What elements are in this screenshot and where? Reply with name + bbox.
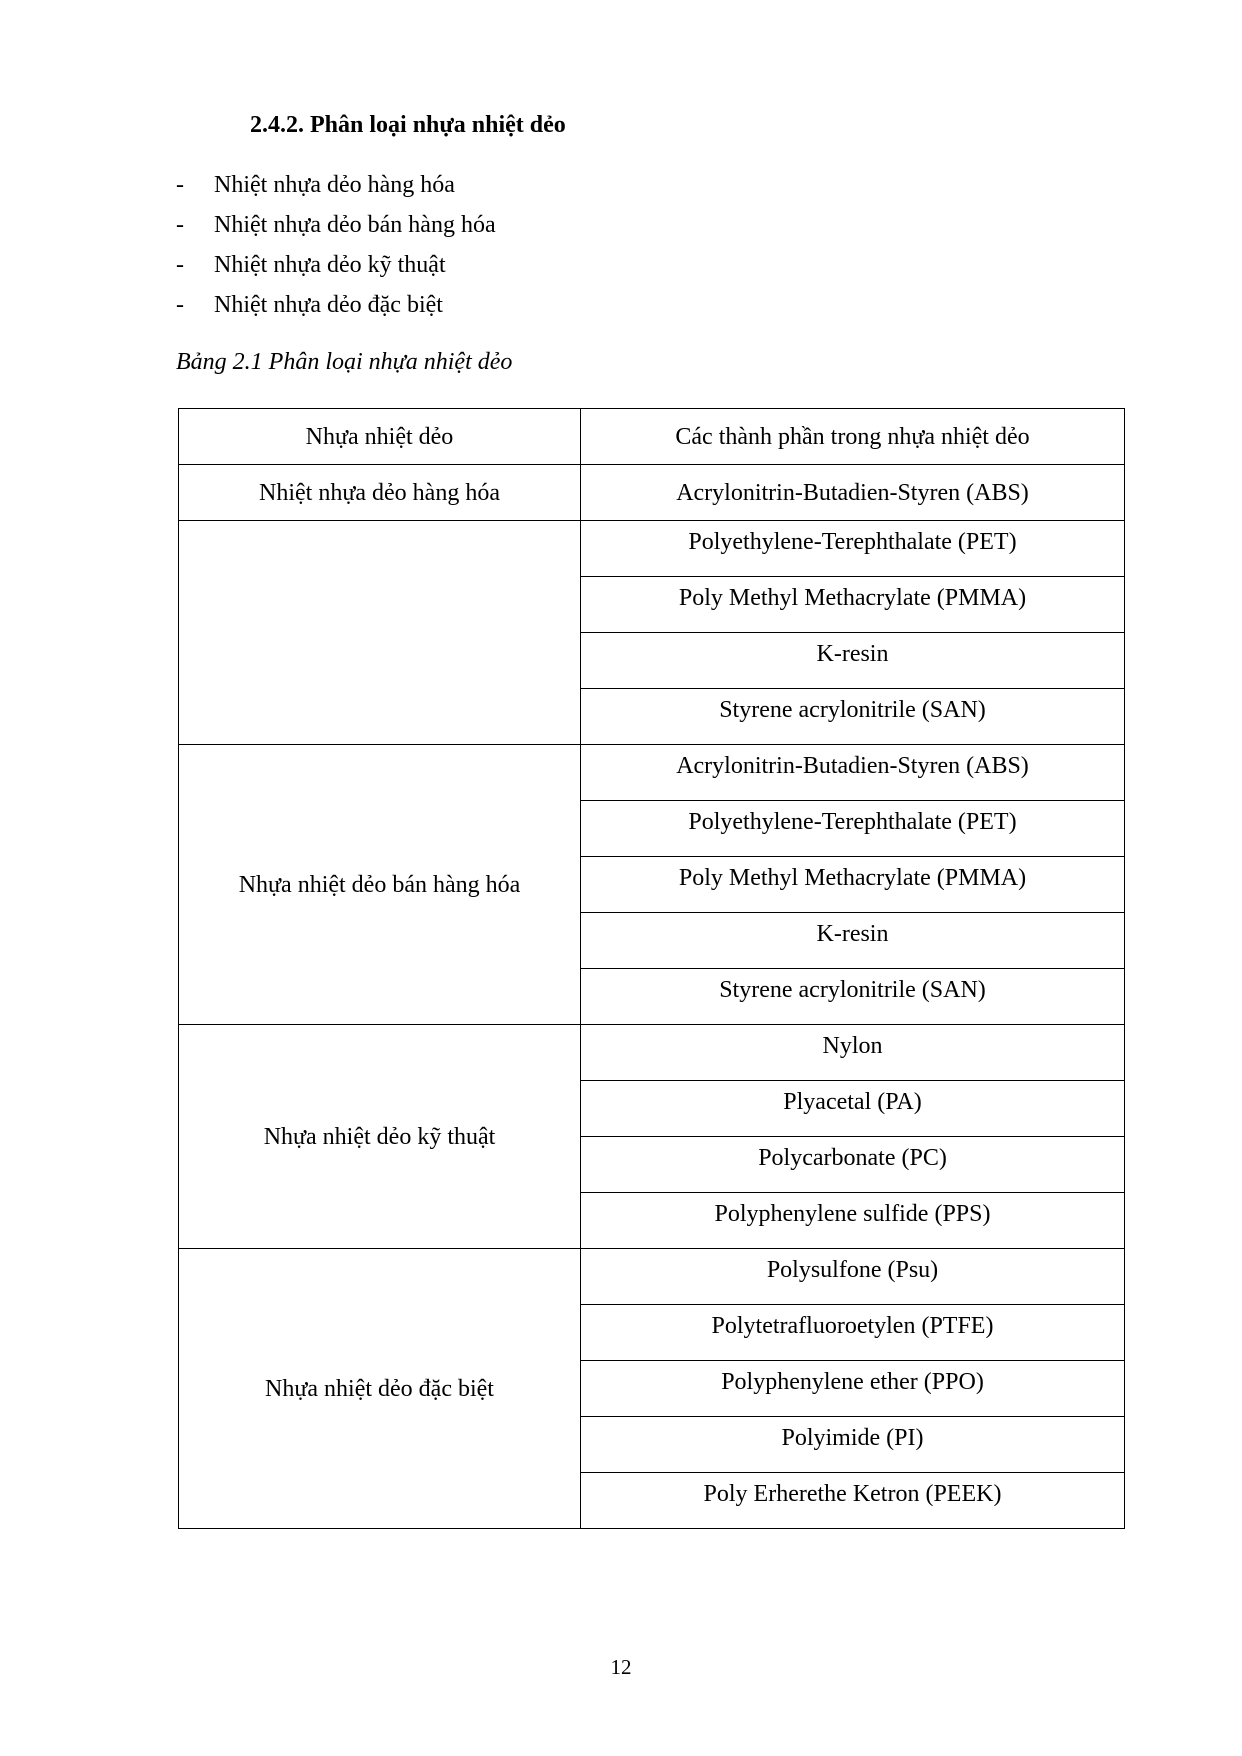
bullet-marker: - — [176, 252, 184, 278]
list-item — [176, 248, 496, 288]
table-header-row — [179, 409, 1125, 465]
list-item-text: Nhiệt nhựa dẻo kỹ thuật — [214, 252, 446, 278]
component-cell: Acrylonitrin-Butadien-Styren (ABS) — [581, 745, 1125, 801]
component-cell: Poly Methyl Methacrylate (PMMA) — [581, 577, 1125, 633]
list-item-text: Nhiệt nhựa dẻo đặc biệt — [214, 292, 443, 318]
header-cell-components: Các thành phần trong nhựa nhiệt dẻo — [581, 409, 1125, 465]
bullet-marker: - — [176, 292, 184, 318]
page-number: 12 — [610, 1655, 632, 1679]
classification-table — [178, 408, 1125, 1529]
component-cell: Styrene acrylonitrile (SAN) — [581, 969, 1125, 1025]
table-row — [179, 1025, 1125, 1081]
component-cell: Polysulfone (Psu) — [581, 1249, 1125, 1305]
list-item-text: Nhiệt nhựa dẻo hàng hóa — [214, 172, 455, 198]
component-cell: Poly Methyl Methacrylate (PMMA) — [581, 857, 1125, 913]
component-cell: Styrene acrylonitrile (SAN) — [581, 689, 1125, 745]
group-cell: Nhiệt nhựa dẻo hàng hóa — [179, 465, 581, 521]
table-row — [179, 465, 1125, 521]
list-item-text: Nhiệt nhựa dẻo bán hàng hóa — [214, 212, 496, 238]
bullet-list — [176, 168, 496, 328]
table-row — [179, 1249, 1125, 1305]
bullet-marker: - — [176, 212, 184, 238]
component-cell: K-resin — [581, 913, 1125, 969]
group-cell: Nhựa nhiệt dẻo bán hàng hóa — [179, 745, 581, 1025]
component-cell: Polyphenylene sulfide (PPS) — [581, 1193, 1125, 1249]
component-cell: Plyacetal (PA) — [581, 1081, 1125, 1137]
list-item — [176, 288, 496, 328]
list-item — [176, 168, 496, 208]
component-cell: Polyethylene-Terephthalate (PET) — [581, 801, 1125, 857]
list-item — [176, 208, 496, 248]
component-cell: K-resin — [581, 633, 1125, 689]
group-cell: Nhựa nhiệt dẻo kỹ thuật — [179, 1025, 581, 1249]
header-cell-type: Nhựa nhiệt dẻo — [179, 409, 581, 465]
component-cell: Acrylonitrin-Butadien-Styren (ABS) — [581, 465, 1125, 521]
section-heading: 2.4.2. Phân loại nhựa nhiệt dẻo — [250, 112, 566, 138]
component-cell: Polyphenylene ether (PPO) — [581, 1361, 1125, 1417]
group-cell: Nhựa nhiệt dẻo đặc biệt — [179, 1249, 581, 1529]
table-caption: Bảng 2.1 Phân loại nhựa nhiệt dẻo — [176, 349, 513, 375]
table-row — [179, 745, 1125, 801]
component-cell: Polycarbonate (PC) — [581, 1137, 1125, 1193]
component-cell: Poly Erherethe Ketron (PEEK) — [581, 1473, 1125, 1529]
component-cell: Polyethylene-Terephthalate (PET) — [581, 521, 1125, 577]
component-cell: Nylon — [581, 1025, 1125, 1081]
table-row — [179, 521, 1125, 577]
component-cell: Polytetrafluoroetylen (PTFE) — [581, 1305, 1125, 1361]
component-cell: Polyimide (PI) — [581, 1417, 1125, 1473]
bullet-marker: - — [176, 172, 184, 198]
group-cell — [179, 521, 581, 745]
